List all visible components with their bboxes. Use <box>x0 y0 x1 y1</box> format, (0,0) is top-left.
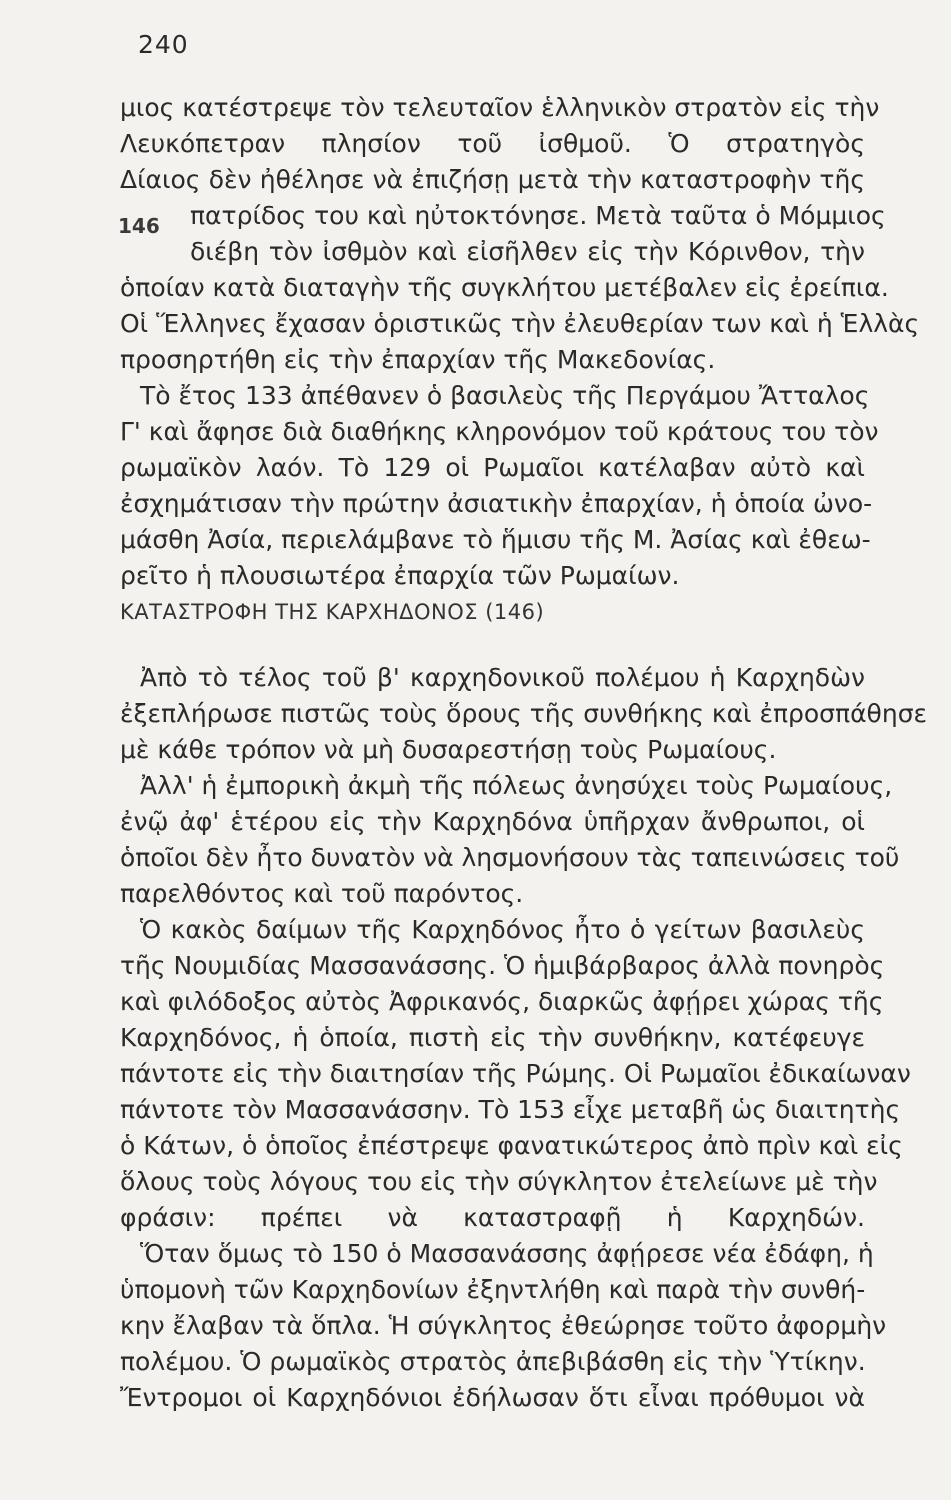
text-line: Ἔντρομοι οἱ Καρχηδόνιοι ἐδήλωσαν ὅτι εἶναι πρόθυμοι νὰ <box>120 1383 865 1412</box>
text-line: Γ' καὶ ἄφησε διὰ διαθήκης κληρονόμον τοῦ κράτους του τὸν <box>120 417 879 446</box>
text-line: παρελθόντος καὶ τοῦ παρόντος. <box>120 879 524 908</box>
margin-year-note: 146 <box>118 214 160 238</box>
text-line: Τὸ ἔτος 133 ἀπέθανεν ὁ βασιλεὺς τῆς Περγάμου Ἄτταλος <box>140 381 870 410</box>
text-line: πολέμου. Ὁ ρωμαϊκὸς στρατὸς ἀπεβιβάσθη εἰς τὴν Ὑτίκην. <box>120 1347 866 1376</box>
text-line: μιος κατέστρεψε τὸν τελευταῖον ἑλληνικὸν στρατὸν εἰς τὴν <box>120 93 880 122</box>
text-line: ὁ Κάτων, ὁ ὁποῖος ἐπέστρεψε φανατικώτερος ἀπὸ πρὶν καὶ εἰς <box>120 1131 903 1160</box>
text-line: ὅλους τοὺς λόγους του εἰς τὴν σύγκλητον ἐτελείωνε μὲ τὴν <box>120 1167 878 1196</box>
text-line: πάντοτε τὸν Μασσανάσσην. Τὸ 153 εἶχε μεταβῆ ὡς διαιτητὴς <box>120 1095 901 1124</box>
text-line: Ὁ κακὸς δαίμων τῆς Καρχηδόνος ἦτο ὁ γείτων βασιλεὺς <box>140 915 865 944</box>
text-line: Ἀλλ' ἡ ἐμπορικὴ ἀκμὴ τῆς πόλεως ἀνησύχει τοὺς Ρωμαίους, <box>140 771 893 800</box>
text-line: ὁποίαν κατὰ διαταγὴν τῆς συγκλήτου μετέβαλεν εἰς ἐρείπια. <box>120 273 889 302</box>
text-line: μὲ κάθε τρόπον νὰ μὴ δυσαρεστήσῃ τοὺς Ρωμαίους. <box>120 735 777 764</box>
text-line: κην ἔλαβαν τὰ ὅπλα. Ἡ σύγκλητος ἐθεώρησε τοῦτο ἀφορμὴν <box>120 1311 887 1340</box>
text-line: Ἀπὸ τὸ τέλος τοῦ β' καρχηδονικοῦ πολέμου ἡ Καρχηδὼν <box>140 663 865 692</box>
text-line: ὑπομονὴ τῶν Καρχηδονίων ἐξηντλήθη καὶ παρὰ τὴν συνθή- <box>120 1275 866 1304</box>
section-heading: ΚΑΤΑΣΤΡΟΦΗ ΤΗΣ ΚΑΡΧΗΔΟΝΟΣ (146) <box>120 600 545 624</box>
text-line: προσηρτήθη εἰς τὴν ἐπαρχίαν τῆς Μακεδονίας. <box>120 345 716 374</box>
text-line: διέβη τὸν ἰσθμὸν καὶ εἰσῆλθεν εἰς τὴν Κόρινθον, τὴν <box>190 237 865 266</box>
text-line: καὶ φιλόδοξος αὐτὸς Ἀφρικανός, διαρκῶς ἀφῄρει χώρας τῆς <box>120 987 884 1016</box>
text-line: μάσθη Ἀσία, περιελάμβανε τὸ ἥμισυ τῆς Μ. Ἀσίας καὶ ἐθεω- <box>120 525 871 554</box>
text-line: πατρίδος του καὶ ηὐτοκτόνησε. Μετὰ ταῦτα ὁ Μόμμιος <box>190 201 886 230</box>
text-line: πάντοτε εἰς τὴν διαιτησίαν τῆς Ρώμης. Οἱ Ρωμαῖοι ἐδικαίωναν <box>120 1059 911 1088</box>
text-line: ρεῖτο ἡ πλουσιωτέρα ἐπαρχία τῶν Ρωμαίων. <box>120 561 680 590</box>
text-line: Λευκόπετραν πλησίον τοῦ ἰσθμοῦ. Ὁ στρατηγὸς <box>120 129 865 158</box>
text-line: Δίαιος δὲν ἠθέλησε νὰ ἐπιζήσῃ μετὰ τὴν καταστροφὴν τῆς <box>120 165 865 194</box>
text-line: Ὅταν ὅμως τὸ 150 ὁ Μασσανάσσης ἀφῄρεσε νέα ἐδάφη, ἡ <box>140 1239 874 1268</box>
text-line: ρωμαϊκὸν λαόν. Τὸ 129 οἱ Ρωμαῖοι κατέλαβαν αὐτὸ καὶ <box>120 453 865 482</box>
text-line: ἐσχημάτισαν τὴν πρώτην ἀσιατικὴν ἐπαρχίαν, ἡ ὁποία ὠνο- <box>120 489 873 518</box>
text-line: ἐξεπλήρωσε πιστῶς τοὺς ὅρους τῆς συνθήκης καὶ ἐπροσπάθησε <box>120 699 928 728</box>
text-line: φράσιν: πρέπει νὰ καταστραφῇ ἡ Καρχηδών. <box>120 1203 865 1232</box>
text-line: Καρχηδόνος, ἡ ὁποία, πιστὴ εἰς τὴν συνθήκην, κατέφευγε <box>120 1023 865 1052</box>
page-number: 240 <box>138 30 189 59</box>
text-line: ἐνῷ ἀφ' ἑτέρου εἰς τὴν Καρχηδόνα ὑπῆρχαν ἄνθρωποι, οἱ <box>120 807 865 836</box>
text-line: Οἱ Ἕλληνες ἔχασαν ὁριστικῶς τὴν ἐλευθερίαν των καὶ ἡ Ἑλλὰς <box>120 309 920 338</box>
text-line: τῆς Νουμιδίας Μασσανάσσης. Ὁ ἡμιβάρβαρος ἀλλὰ πονηρὸς <box>120 951 885 980</box>
text-line: ὁποῖοι δὲν ἦτο δυνατὸν νὰ λησμονήσουν τὰς ταπεινώσεις τοῦ <box>120 843 900 872</box>
